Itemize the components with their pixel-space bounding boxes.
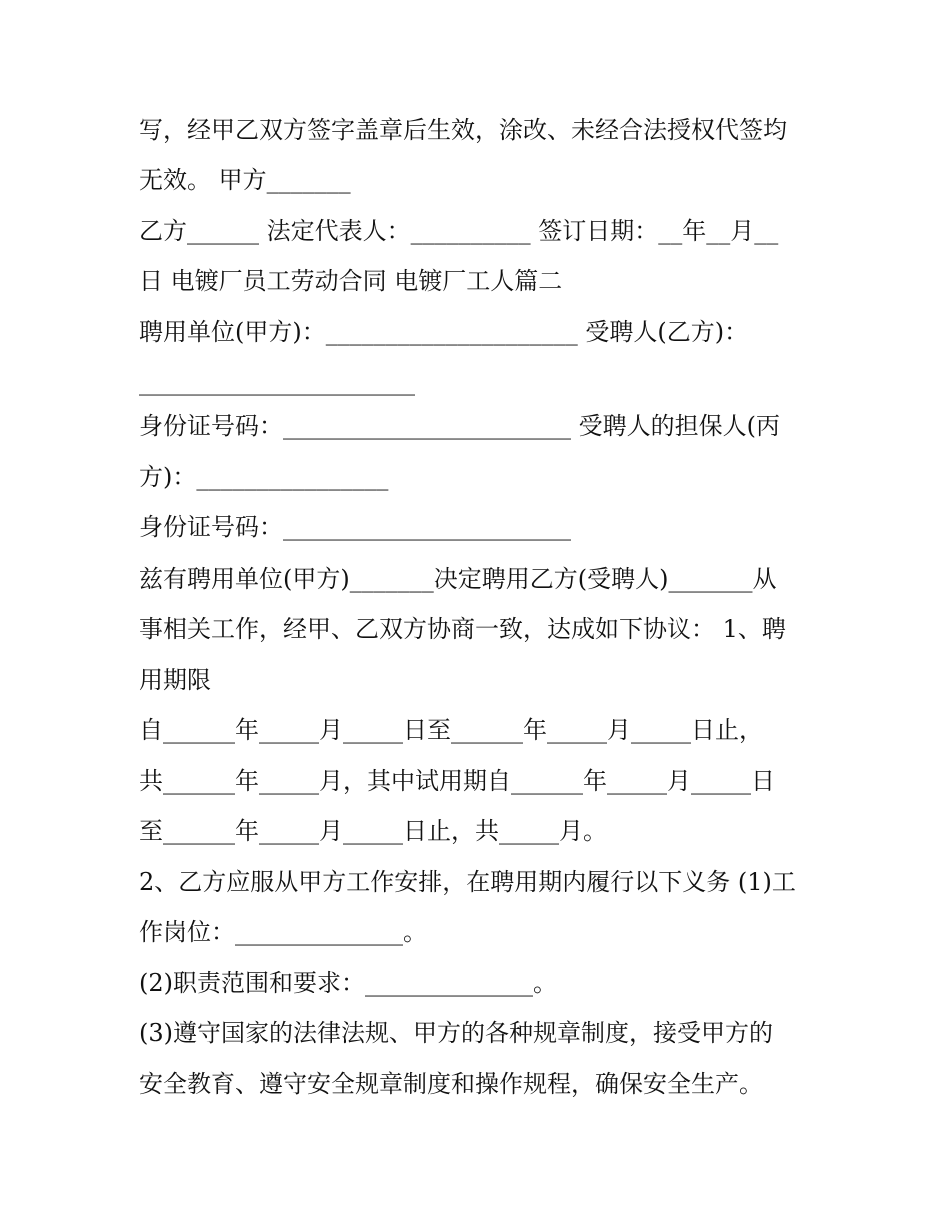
text-line: 身份证号码：________________________ 受聘人的担保人(丙	[139, 412, 780, 440]
text-line: 兹有聘用单位(甲方)_______决定聘用乙方(受聘人)_______从	[139, 565, 777, 593]
text-line: 自______年_____月_____日至______年_____月_____日止，	[139, 716, 763, 744]
text-line: (3)遵守国家的法律法规、甲方的各种规章制度，接受甲方的	[139, 1019, 773, 1047]
text-line: 写，经甲乙双方签字盖章后生效，涂改、未经合法授权代签均	[139, 116, 787, 144]
text-line: 乙方______ 法定代表人：__________ 签订日期：__年__月__	[139, 217, 779, 245]
text-line: 日 电镀厂员工劳动合同 电镀厂工人篇二	[139, 267, 563, 295]
text-line: 身份证号码：________________________	[139, 513, 571, 541]
text-line: 方)：________________	[139, 463, 389, 491]
text-line: 安全教育、遵守安全规章制度和操作规程，确保安全生产。	[139, 1070, 763, 1098]
text-line: 事相关工作，经甲、乙双方协商一致，达成如下协议： 1、聘	[139, 615, 786, 643]
text-line: 用期限	[139, 666, 211, 694]
text-line: 作岗位：______________。	[139, 918, 427, 946]
text-line: 至______年_____月_____日止，共_____月。	[139, 817, 607, 845]
text-line: 无效。 甲方_______	[139, 166, 351, 194]
text-line: 聘用单位(甲方)：_____________________ 受聘人(乙方)：	[139, 318, 749, 346]
text-line: 共______年_____月，其中试用期自______年_____月_____日	[139, 767, 775, 795]
text-line: (2)职责范围和要求：______________。	[139, 969, 557, 997]
text-line: 2、乙方应服从甲方工作安排，在聘用期内履行以下义务 (1)工	[139, 868, 796, 896]
text-line: _______________________	[139, 368, 415, 396]
